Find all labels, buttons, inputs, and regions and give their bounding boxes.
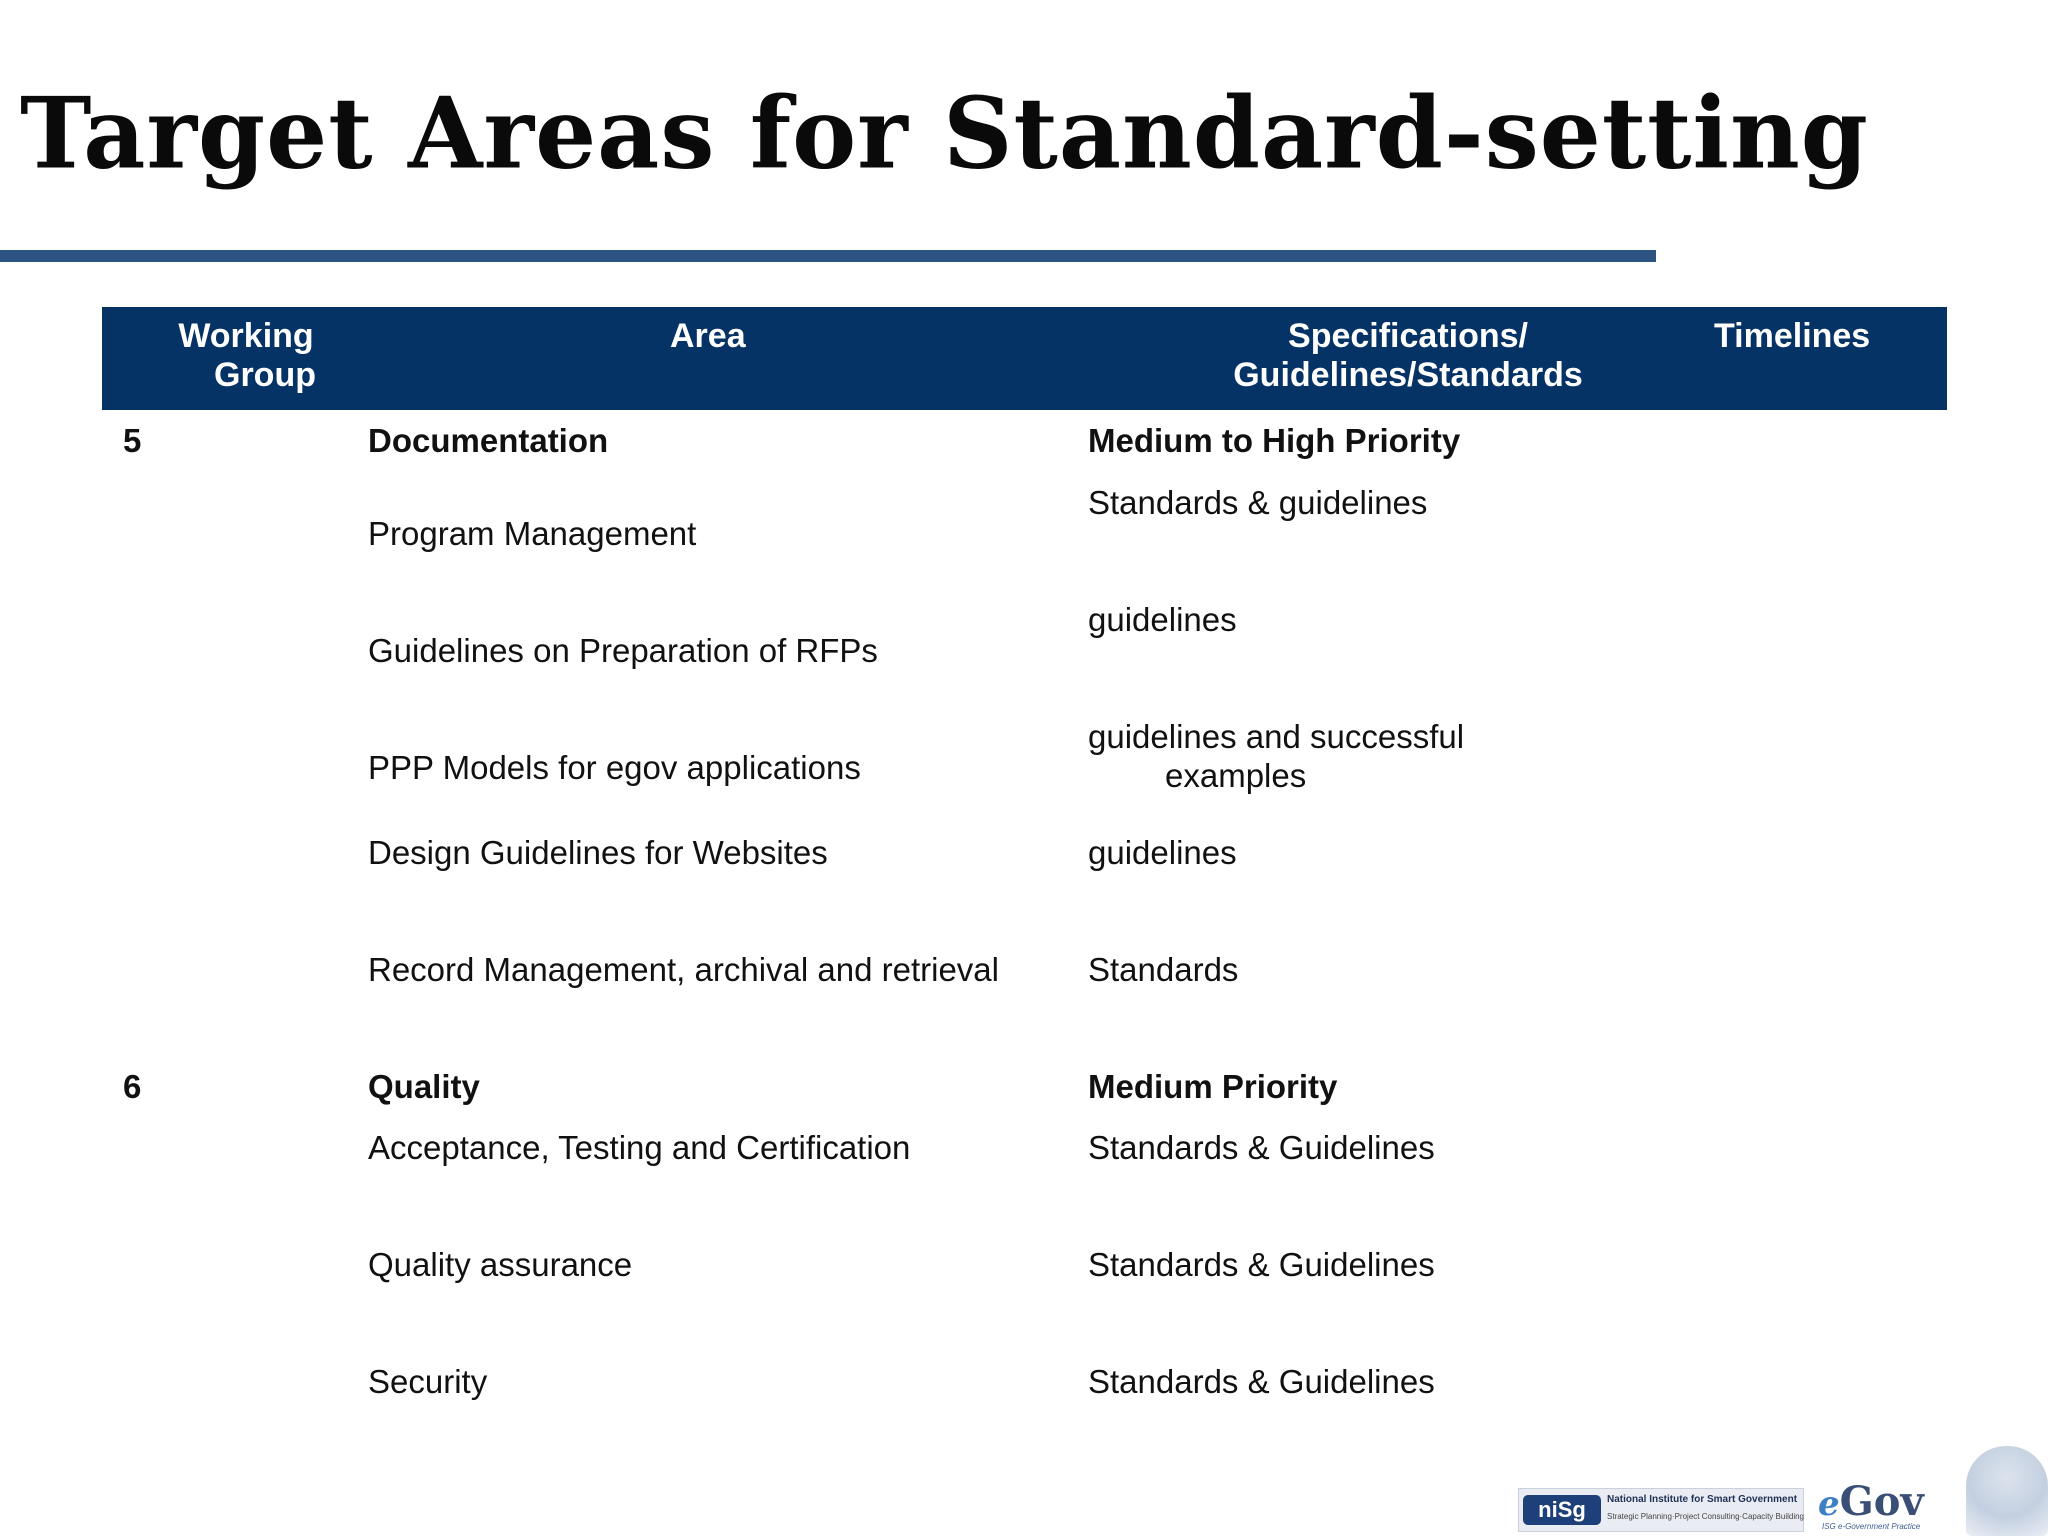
nisg-tagline: Strategic Planning·Project Consulting·Capacity Building xyxy=(1607,1512,1804,1521)
header-wg-line2: Group xyxy=(214,356,316,394)
row-spec: Standards & Guidelines xyxy=(1088,1246,1435,1283)
egov-e: e xyxy=(1818,1484,1840,1524)
row-spec: Standards & Guidelines xyxy=(1088,1129,1435,1166)
group-area: Quality xyxy=(368,1068,480,1105)
title-underline xyxy=(0,250,1656,262)
row-area: Quality assurance xyxy=(368,1246,633,1283)
row-area: Guidelines on Preparation of RFPs xyxy=(368,632,878,669)
header-spec-line1: Specifications/ xyxy=(1288,317,1528,355)
row-area: Design Guidelines for Websites xyxy=(368,834,828,871)
nisg-name: National Institute for Smart Government xyxy=(1607,1494,1798,1505)
row-spec: Standards xyxy=(1088,951,1239,988)
header-area: Area xyxy=(670,317,746,355)
egov-logo xyxy=(1818,1478,1948,1536)
group-number: 6 xyxy=(123,1068,142,1105)
header-specifications xyxy=(1218,317,1598,395)
egov-subtitle: ISG e-Government Practice xyxy=(1822,1522,1921,1531)
header-wg-line1: Working xyxy=(178,317,314,355)
row-area: Security xyxy=(368,1363,488,1400)
header-timelines: Timelines xyxy=(1714,317,1871,355)
egov-text: Gov xyxy=(1839,1478,1924,1525)
row-area: Acceptance, Testing and Certification xyxy=(368,1129,911,1166)
nisg-logo xyxy=(1518,1488,1804,1532)
row-area: PPP Models for egov applications xyxy=(368,749,861,786)
group-priority: Medium to High Priority xyxy=(1088,422,1461,459)
row-area: Program Management xyxy=(368,515,697,552)
group-number: 5 xyxy=(123,422,142,459)
row-spec: Standards & guidelines xyxy=(1088,484,1428,521)
table-header xyxy=(102,307,1947,410)
row-spec-line1: guidelines and successful xyxy=(1088,718,1465,755)
row-spec: guidelines xyxy=(1088,834,1237,871)
egov-mark xyxy=(1818,1478,1948,1525)
row-spec xyxy=(1088,717,1464,795)
row-spec: guidelines xyxy=(1088,601,1237,638)
group-area: Documentation xyxy=(368,422,609,459)
footer-logos xyxy=(1518,1438,2048,1536)
row-spec-line2: examples xyxy=(1165,757,1307,794)
emblem-icon xyxy=(1966,1446,2048,1536)
header-spec-line2: Guidelines/Standards xyxy=(1233,356,1583,394)
row-spec: Standards & Guidelines xyxy=(1088,1363,1435,1400)
group-priority: Medium Priority xyxy=(1088,1068,1338,1105)
row-area: Record Management, archival and retrieval xyxy=(368,951,999,988)
slide-title: Target Areas for Standard-setting xyxy=(20,75,1869,192)
header-working-group xyxy=(156,317,336,395)
nisg-badge: niSg xyxy=(1523,1495,1601,1525)
